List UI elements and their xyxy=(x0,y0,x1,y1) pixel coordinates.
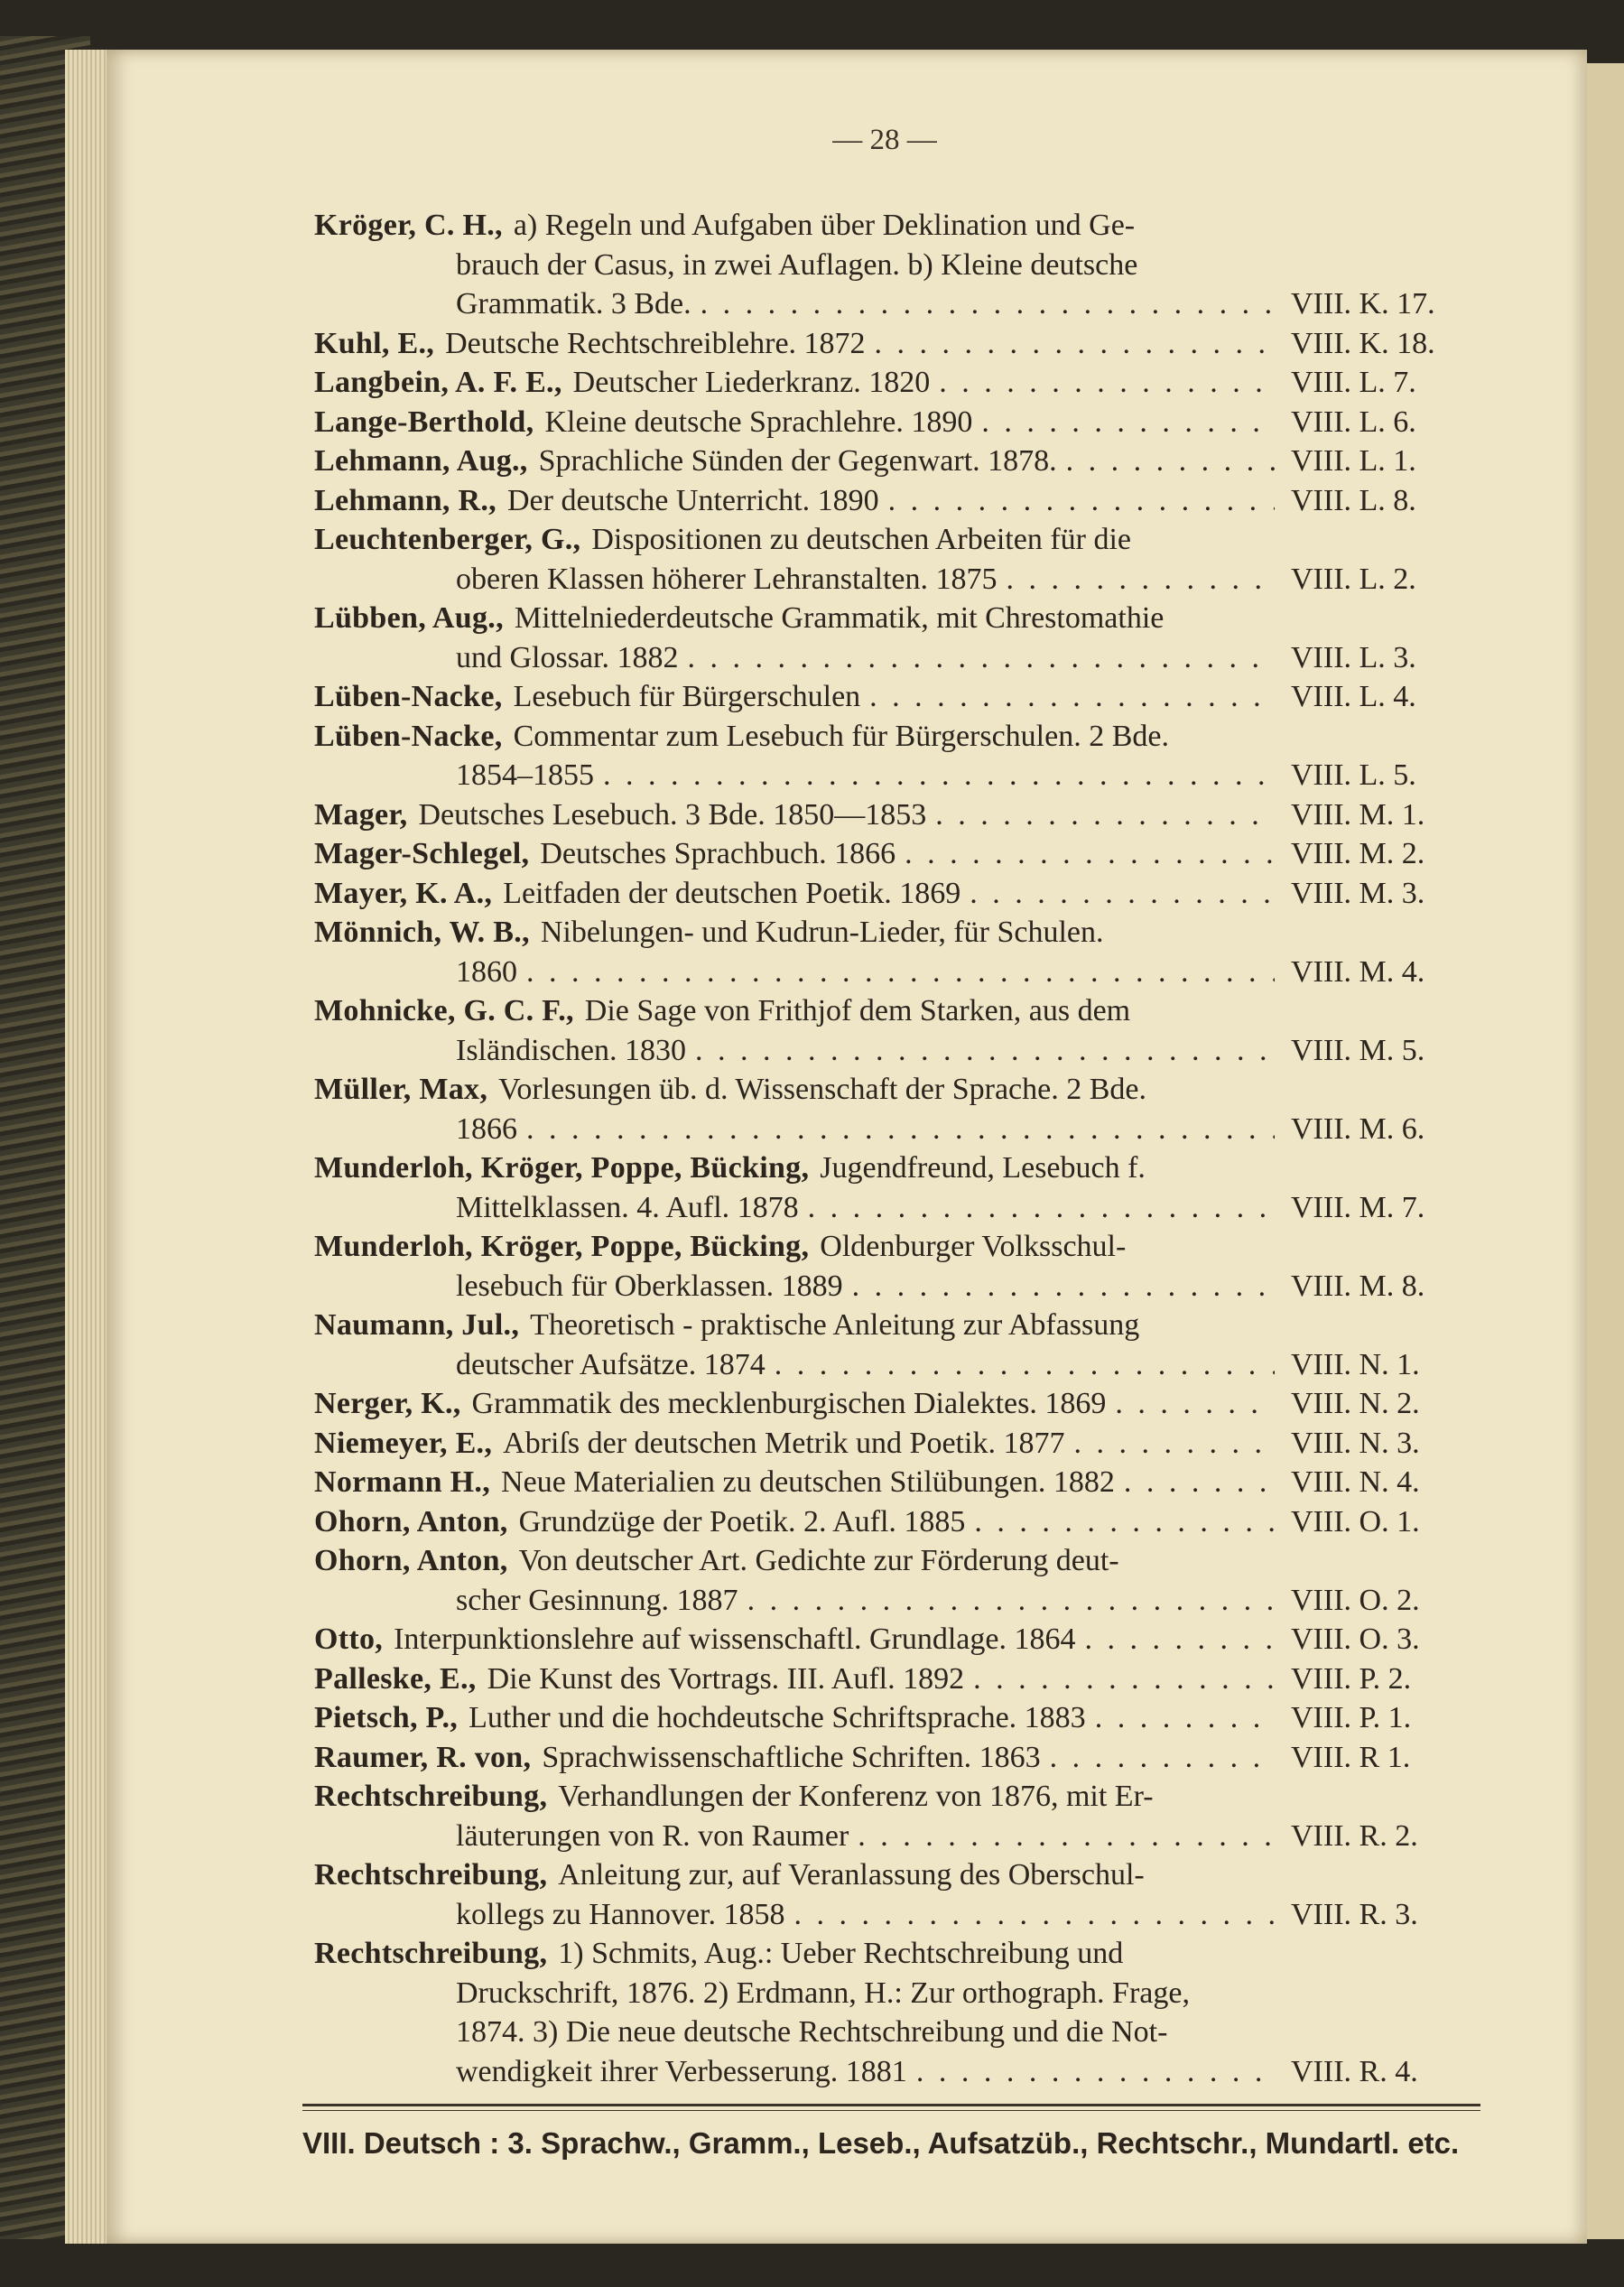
entry-author: Lüben-Nacke, xyxy=(314,680,503,713)
entry-description: deutscher Aufsätze. 1874 xyxy=(456,1347,766,1381)
entry-description: Mittelklassen. 4. Aufl. 1878 xyxy=(456,1190,799,1224)
entry-description: Lesebuch für Bürgerschulen xyxy=(513,680,861,713)
shelf-mark: VIII. M. 5. xyxy=(1291,1033,1425,1067)
dot-leader xyxy=(916,2052,1275,2091)
entry-continuation-line xyxy=(456,638,1282,677)
dot-leader xyxy=(747,1581,1275,1620)
entry-first-line xyxy=(314,1934,1282,1973)
dot-leader xyxy=(1066,442,1275,480)
entry-first-line xyxy=(314,874,1282,913)
entry-author: Ohorn, Anton, xyxy=(314,1504,508,1539)
dot-leader xyxy=(603,756,1275,795)
entry-description: kollegs zu Hannover. 1858 xyxy=(456,1897,785,1931)
entry-author: Mohnicke, G. C. F., xyxy=(314,994,574,1027)
entry-description: 1) Schmits, Aug.: Ueber Rechtschreibung und xyxy=(558,1937,1124,1970)
entry-author: Nerger, K., xyxy=(314,1387,461,1420)
dot-leader xyxy=(701,284,1275,323)
entry-description: Deutsches Lesebuch. 3 Bde. 1850—1853 xyxy=(418,797,927,832)
entry-author: Niemeyer, E., xyxy=(314,1426,493,1460)
entry-first-line xyxy=(314,1148,1282,1187)
entry-description: Verhandlungen der Konferenz von 1876, mit Er- xyxy=(558,1780,1154,1813)
dot-leader xyxy=(775,1345,1275,1384)
entry-author: Lüben-Nacke, xyxy=(314,719,503,753)
entry-description: Theoretisch - praktische Anleitung zur Abfassung xyxy=(530,1308,1140,1342)
entry-first-line xyxy=(314,1659,1282,1698)
entry-description: Deutsches Sprachbuch. 1866 xyxy=(540,837,896,870)
entry-first-line xyxy=(314,1541,1282,1580)
shelf-mark: VIII. N. 2. xyxy=(1291,1387,1420,1420)
entry-first-line xyxy=(314,1698,1282,1737)
entry-first-line xyxy=(314,363,1282,402)
entry-description: und Glossar. 1882 xyxy=(456,640,679,674)
entry-author: Mager, xyxy=(314,797,408,832)
entry-author: Palleske, E., xyxy=(314,1661,477,1696)
entry-description: Nibelungen- und Kudrun-Lieder, für Schulen. xyxy=(540,916,1104,949)
entry-first-line xyxy=(314,1070,1282,1109)
section-footer: VIII. Deutsch : 3. Sprachw., Gramm., Leseb., Aufsatzüb., Rechtschr., Mundartl. etc. xyxy=(302,2126,1460,2160)
entry-description: a) Regeln und Aufgaben über Deklination und Ge- xyxy=(513,209,1136,242)
entry-description: Jugendfreund, Lesebuch f. xyxy=(820,1151,1146,1185)
dot-leader xyxy=(1007,560,1276,599)
entry-author: Lehmann, Aug., xyxy=(314,444,528,478)
entry-author: Lange-Berthold, xyxy=(314,404,534,439)
entry-description: Die Kunst des Vortrags. III. Aufl. 1892 xyxy=(487,1661,965,1696)
entry-first-line xyxy=(314,717,1282,756)
entry-continuation-line xyxy=(456,2052,1282,2091)
entry-description: 1866 xyxy=(456,1111,517,1146)
entry-first-line xyxy=(314,991,1282,1030)
shelf-mark: VIII. L. 5. xyxy=(1291,758,1416,792)
shelf-mark: VIII. K. 18. xyxy=(1291,326,1435,360)
shelf-mark: VIII. O. 2. xyxy=(1291,1583,1420,1617)
entry-description: scher Gesinnung. 1887 xyxy=(456,1583,738,1617)
entry-author: Raumer, R. von, xyxy=(314,1740,532,1774)
dot-leader xyxy=(1050,1738,1275,1777)
entry-author: Normann H., xyxy=(314,1465,491,1499)
entry-description: Grundzüge der Poetik. 2. Aufl. 1885 xyxy=(518,1504,966,1539)
dot-leader xyxy=(869,677,1275,716)
entry-description: Commentar zum Lesebuch für Bürgerschulen. 2 Bde. xyxy=(513,719,1169,753)
entry-author: Rechtschreibung, xyxy=(314,1858,548,1892)
dot-leader xyxy=(981,403,1275,442)
shelf-mark: VIII. L. 4. xyxy=(1291,680,1416,713)
entry-first-line xyxy=(314,913,1282,952)
shelf-mark: VIII. N. 1. xyxy=(1291,1347,1420,1381)
entry-description: brauch der Casus, in zwei Auflagen. b) Kleine deutsche xyxy=(456,247,1138,282)
dot-leader xyxy=(808,1188,1275,1227)
shelf-mark: VIII. L. 7. xyxy=(1291,366,1416,399)
entry-author: Kröger, C. H., xyxy=(314,209,503,242)
entry-continuation-line xyxy=(456,1110,1282,1148)
entry-description: Druckschrift, 1876. 2) Erdmann, H.: Zur orthograph. Frage, xyxy=(456,1976,1190,2010)
dot-leader xyxy=(526,953,1275,991)
entry-description: Luther und die hochdeutsche Schriftsprache. 1883 xyxy=(469,1701,1086,1734)
shelf-mark: VIII. M. 4. xyxy=(1291,954,1425,989)
dot-leader xyxy=(526,1110,1275,1148)
entry-first-line xyxy=(314,1463,1282,1501)
shelf-mark: VIII. M. 8. xyxy=(1291,1269,1425,1303)
entry-description: Von deutscher Art. Gedichte zur Förderung deut- xyxy=(518,1544,1119,1577)
dot-leader xyxy=(1073,1424,1275,1463)
entry-continuation-line xyxy=(456,1031,1282,1070)
entry-author: Naumann, Jul., xyxy=(314,1308,520,1342)
entry-description: Anleitung zur, auf Veranlassung des Oberschul- xyxy=(558,1858,1145,1892)
entry-continuation-line xyxy=(456,1817,1282,1855)
dot-leader xyxy=(852,1267,1275,1306)
entry-first-line xyxy=(314,1855,1282,1894)
entry-author: Rechtschreibung, xyxy=(314,1937,548,1970)
entry-continuation-line xyxy=(456,1188,1282,1227)
entry-first-line xyxy=(314,677,1282,716)
entry-description: Sprachwissenschaftliche Schriften. 1863 xyxy=(542,1740,1041,1774)
entry-continuation-line xyxy=(456,756,1282,795)
entry-first-line xyxy=(314,206,1282,245)
shelf-mark: VIII. L. 2. xyxy=(1291,562,1416,596)
dot-leader xyxy=(1095,1698,1275,1737)
entry-author: Leuchtenberger, G., xyxy=(314,523,581,556)
entry-description: 1874. 3) Die neue deutsche Rechtschreibung und die Not- xyxy=(456,2015,1168,2049)
entry-description: Der deutsche Unterricht. 1890 xyxy=(506,483,879,517)
entry-continuation-line xyxy=(456,2013,1282,2051)
shelf-mark: VIII. L. 6. xyxy=(1291,404,1416,439)
shelf-mark: VIII. L. 3. xyxy=(1291,640,1416,674)
shelf-mark: VIII. R. 2. xyxy=(1291,1818,1418,1853)
entry-author: Mager-Schlegel, xyxy=(314,837,530,870)
entry-description: Kleine deutsche Sprachlehre. 1890 xyxy=(544,404,973,439)
entry-first-line xyxy=(314,520,1282,559)
entry-first-line xyxy=(314,324,1282,363)
entry-description: läuterungen von R. von Raumer xyxy=(456,1818,849,1853)
entry-author: Pietsch, P., xyxy=(314,1701,459,1734)
shelf-mark: VIII. M. 1. xyxy=(1291,797,1425,832)
dot-leader xyxy=(688,638,1276,677)
entry-first-line xyxy=(314,795,1282,834)
dot-leader xyxy=(888,481,1275,520)
shelf-mark: VIII. M. 2. xyxy=(1291,837,1425,870)
entry-description: Oldenburger Volksschul- xyxy=(820,1230,1127,1263)
page-number: — 28 — xyxy=(832,124,937,156)
entry-description: Die Sage von Frithjof dem Starken, aus dem xyxy=(584,994,1131,1027)
shelf-mark: VIII. L. 1. xyxy=(1291,444,1416,478)
entry-description: lesebuch für Oberklassen. 1889 xyxy=(456,1269,843,1303)
shelf-mark: VIII. K. 17. xyxy=(1291,287,1435,321)
entry-description: Leitfaden der deutschen Poetik. 1869 xyxy=(503,876,961,910)
entry-description: Grammatik. 3 Bde. xyxy=(456,287,691,321)
entry-first-line xyxy=(314,1227,1282,1266)
shelf-mark: VIII. M. 3. xyxy=(1291,876,1425,910)
shelf-mark: VIII. R. 4. xyxy=(1291,2054,1418,2088)
entry-first-line xyxy=(314,1502,1282,1541)
entry-author: Lübben, Aug., xyxy=(314,601,504,635)
entry-first-line xyxy=(314,1738,1282,1777)
dot-leader xyxy=(970,874,1275,913)
shelf-mark: VIII. N. 4. xyxy=(1291,1465,1420,1499)
entry-first-line xyxy=(314,1384,1282,1423)
dot-leader xyxy=(695,1031,1275,1070)
dot-leader xyxy=(858,1817,1275,1855)
entry-description: Deutscher Liederkranz. 1820 xyxy=(572,366,931,399)
entry-author: Müller, Max, xyxy=(314,1073,488,1106)
shelf-mark: VIII. O. 3. xyxy=(1291,1622,1420,1656)
entry-description: wendigkeit ihrer Verbesserung. 1881 xyxy=(456,2054,907,2088)
entry-description: Neue Materialien zu deutschen Stilübungen. 1882 xyxy=(501,1465,1115,1499)
entry-first-line xyxy=(314,1424,1282,1463)
shelf-mark: VIII. N. 3. xyxy=(1291,1426,1420,1460)
dot-leader xyxy=(905,834,1275,873)
entry-continuation-line xyxy=(456,1974,1282,2013)
entry-author: Otto, xyxy=(314,1622,384,1656)
dot-leader xyxy=(974,1502,1275,1541)
shelf-mark: VIII. R 1. xyxy=(1291,1740,1411,1774)
entry-description: 1860 xyxy=(456,954,517,989)
entry-first-line xyxy=(314,481,1282,520)
dot-leader xyxy=(794,1895,1276,1934)
entry-description: Deutsche Rechtschreiblehre. 1872 xyxy=(445,326,866,360)
entry-first-line xyxy=(314,834,1282,873)
entry-description: Isländischen. 1830 xyxy=(456,1033,686,1067)
dot-leader xyxy=(1124,1463,1275,1501)
entry-continuation-line xyxy=(456,284,1282,323)
entry-author: Rechtschreibung, xyxy=(314,1780,548,1813)
footer-rule-thick xyxy=(302,2104,1480,2106)
entry-description: Sprachliche Sünden der Gegenwart. 1878. xyxy=(538,444,1057,478)
shelf-mark: VIII. P. 1. xyxy=(1291,1701,1412,1734)
entry-continuation-line xyxy=(456,246,1282,284)
entry-description: Abriſs der deutschen Metrik und Poetik. 1877 xyxy=(503,1426,1065,1460)
entry-description: Dispositionen zu deutschen Arbeiten für die xyxy=(591,523,1132,556)
dot-leader xyxy=(973,1659,1275,1698)
entry-continuation-line xyxy=(456,953,1282,991)
shelf-mark: VIII. R. 3. xyxy=(1291,1897,1418,1931)
entry-author: Mönnich, W. B., xyxy=(314,916,530,949)
dot-leader xyxy=(939,363,1275,402)
entry-first-line xyxy=(314,599,1282,637)
footer-rule-thin xyxy=(302,2110,1480,2111)
entry-description: Mittelniederdeutsche Grammatik, mit Chrestomathie xyxy=(514,601,1165,635)
shelf-mark: VIII. P. 2. xyxy=(1291,1661,1412,1696)
entry-first-line xyxy=(314,442,1282,480)
entry-description: oberen Klassen höherer Lehranstalten. 1875 xyxy=(456,562,998,596)
entry-description: Interpunktionslehre auf wissenschaftl. Grundlage. 1864 xyxy=(394,1622,1076,1656)
entry-author: Munderloh, Kröger, Poppe, Bücking, xyxy=(314,1230,810,1263)
entry-description: Grammatik des mecklenburgischen Dialektes. 1869 xyxy=(471,1387,1107,1420)
shelf-mark: VIII. L. 8. xyxy=(1291,483,1416,517)
entry-description: Vorlesungen üb. d. Wissenschaft der Sprache. 2 Bde. xyxy=(498,1073,1146,1106)
shelf-mark: VIII. M. 7. xyxy=(1291,1190,1425,1224)
entry-continuation-line xyxy=(456,1267,1282,1306)
entry-first-line xyxy=(314,403,1282,442)
entry-author: Lehmann, R., xyxy=(314,483,496,517)
entry-description: 1854–1855 xyxy=(456,758,594,792)
entry-first-line xyxy=(314,1620,1282,1659)
entry-first-line xyxy=(314,1306,1282,1344)
entry-first-line xyxy=(314,1777,1282,1816)
entry-author: Langbein, A. F. E., xyxy=(314,366,562,399)
entry-author: Munderloh, Kröger, Poppe, Bücking, xyxy=(314,1151,810,1185)
shelf-mark: VIII. O. 1. xyxy=(1291,1504,1420,1539)
entry-author: Mayer, K. A., xyxy=(314,876,493,910)
entry-author: Ohorn, Anton, xyxy=(314,1544,508,1577)
entry-continuation-line xyxy=(456,1581,1282,1620)
entry-continuation-line xyxy=(456,560,1282,599)
entry-continuation-line xyxy=(456,1895,1282,1934)
entry-continuation-line xyxy=(456,1345,1282,1384)
dot-leader xyxy=(935,795,1275,834)
shelf-mark: VIII. M. 6. xyxy=(1291,1111,1425,1146)
entry-author: Kuhl, E., xyxy=(314,326,435,360)
dot-leader xyxy=(875,324,1275,363)
dot-leader xyxy=(1115,1384,1275,1423)
dot-leader xyxy=(1084,1620,1275,1659)
